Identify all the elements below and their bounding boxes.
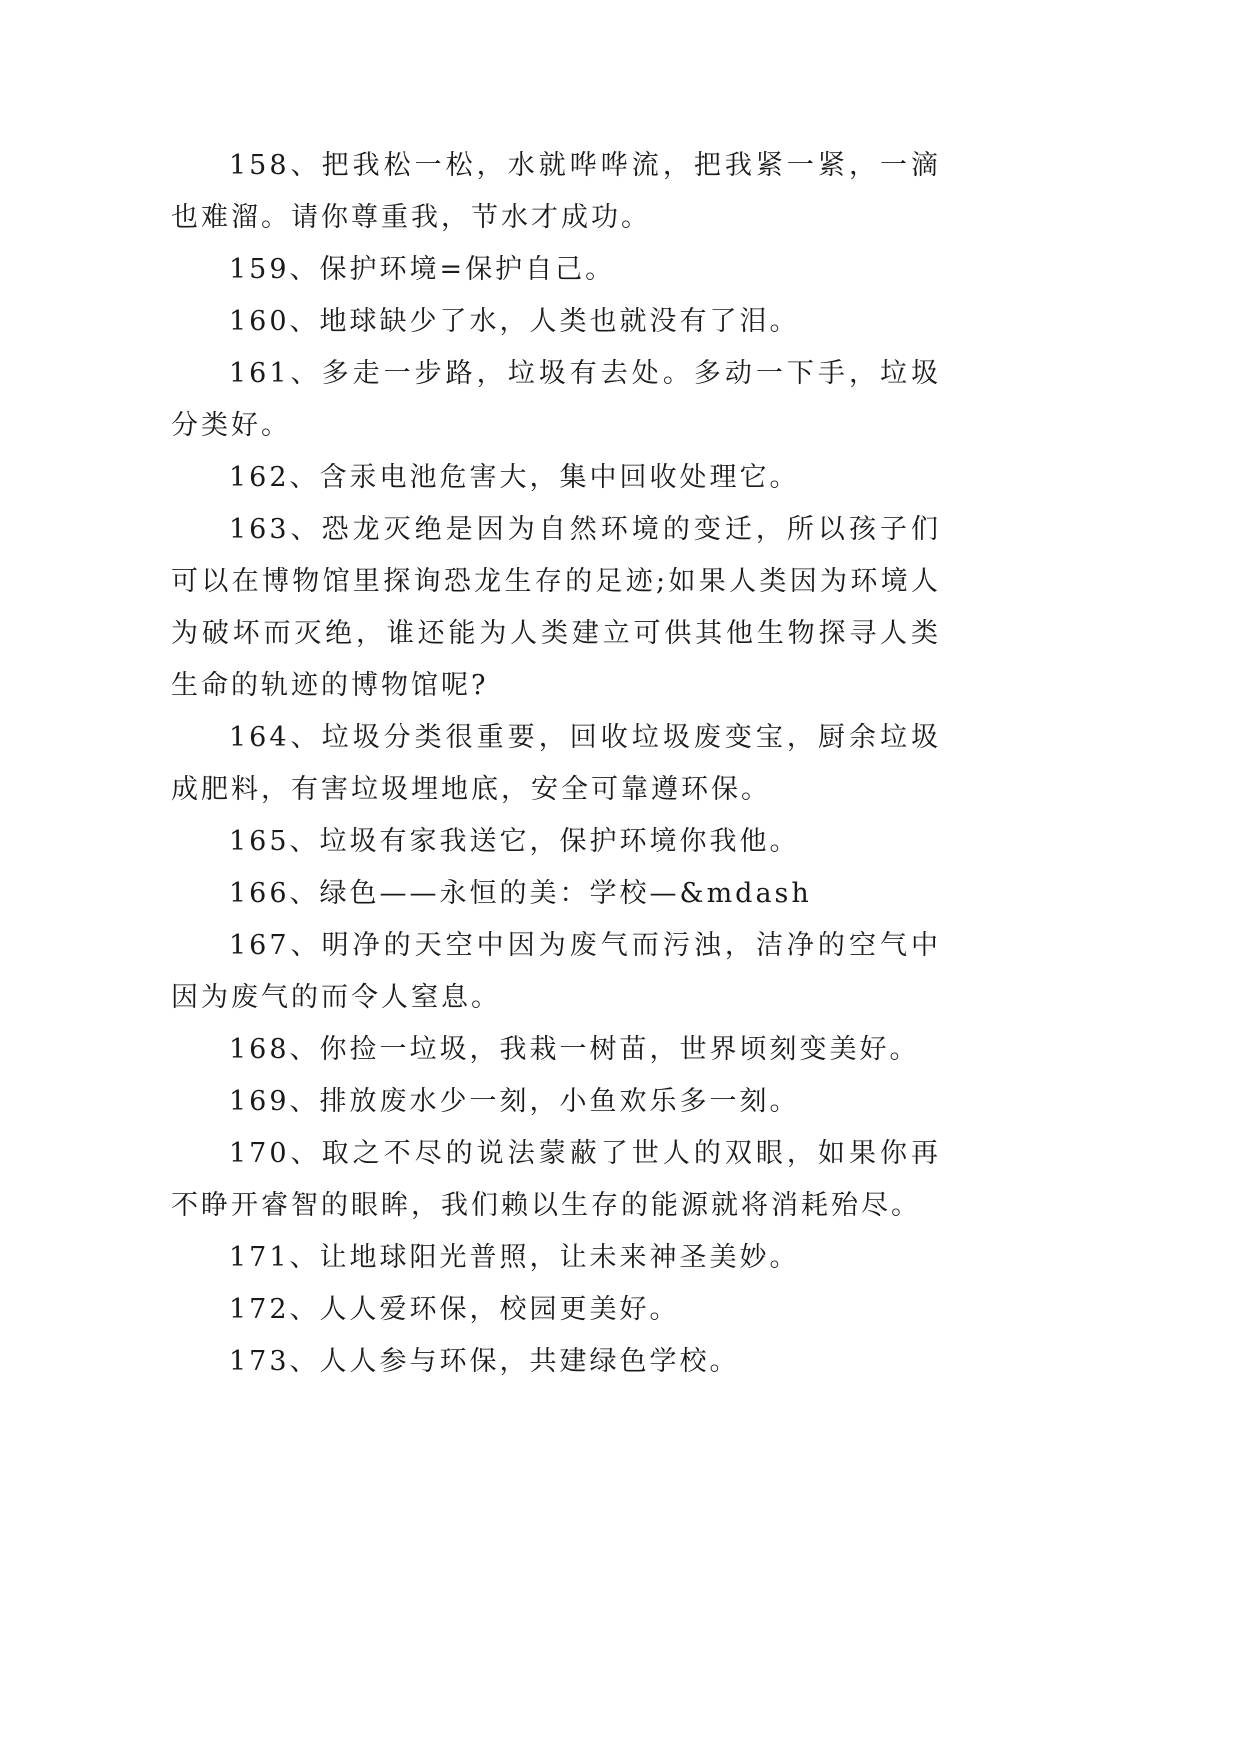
- paragraph-166: 166、绿色——永恒的美：学校—&mdash: [229, 878, 812, 909]
- paragraph-162: 162、含汞电池危害大，集中回收处理它。: [229, 462, 800, 493]
- paragraph-161: 161、多走一步路，垃圾有去处。多动一下手，垃圾分类好。: [171, 358, 941, 441]
- paragraph-159: 159、保护环境=保护自己。: [229, 254, 616, 285]
- paragraph-160: 160、地球缺少了水，人类也就没有了泪。: [229, 306, 800, 337]
- paragraph-168: 168、你捡一垃圾，我栽一树苗，世界顷刻变美好。: [229, 1034, 920, 1065]
- paragraph-173: 173、人人参与环保，共建绿色学校。: [229, 1346, 740, 1377]
- paragraph-167: 167、明净的天空中因为废气而污浊，洁净的空气中因为废气的而令人窒息。: [171, 930, 941, 1013]
- paragraph-164: 164、垃圾分类很重要，回收垃圾废变宝，厨余垃圾成肥料，有害垃圾埋地底，安全可靠遵环保。: [171, 722, 941, 805]
- paragraph-163: 163、恐龙灭绝是因为自然环境的变迁，所以孩子们可以在博物馆里探询恐龙生存的足迹;如果人类因为环境人为破坏而灭绝，谁还能为人类建立可供其他生物探寻人类生命的轨迹的博物馆呢?: [171, 514, 941, 701]
- paragraph-165: 165、垃圾有家我送它，保护环境你我他。: [229, 826, 800, 857]
- paragraph-169: 169、排放废水少一刻，小鱼欢乐多一刻。: [229, 1086, 800, 1117]
- paragraph-170: 170、取之不尽的说法蒙蔽了世人的双眼，如果你再不睁开睿智的眼眸，我们赖以生存的能源就将消耗殆尽。: [171, 1138, 941, 1221]
- paragraph-171: 171、让地球阳光普照，让未来神圣美妙。: [229, 1242, 800, 1273]
- paragraph-158: 158、把我松一松，水就哗哗流，把我紧一紧，一滴也难溜。请你尊重我，节水才成功。: [171, 150, 941, 233]
- document-body: [171, 140, 941, 1388]
- paragraph-172: 172、人人爱环保，校园更美好。: [229, 1294, 680, 1325]
